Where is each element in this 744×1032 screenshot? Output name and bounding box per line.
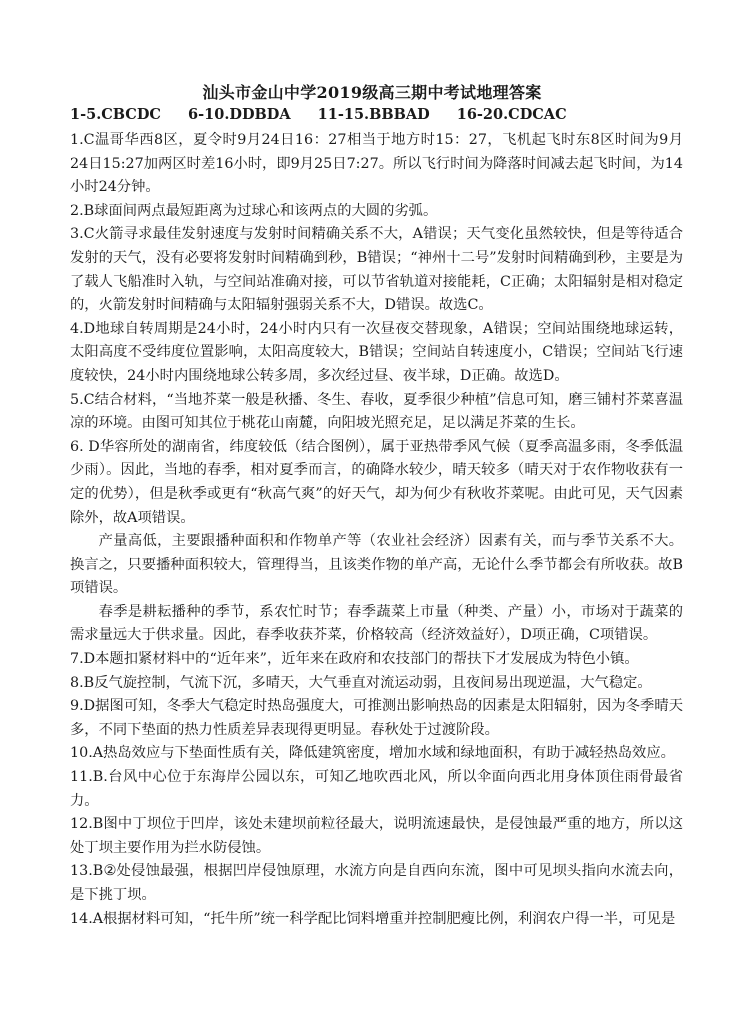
answer-key-group: 16-20.CDCAC (456, 106, 567, 123)
explanation-q14: 14.A根据材料可知，“托牛所”统一科学配比饲料增重并控制肥瘦比例，利润农户得一半，可见是 (70, 910, 676, 927)
answer-key-group: 11-15.BBBAD (317, 106, 430, 123)
explanation-q13: 13.B②处侵蚀最强，根据凹岸侵蚀原理，水流方向是自西向东流，图中可见坝头指向水流去向，是下挑丁坝。 (70, 863, 683, 903)
answer-key-row (70, 106, 690, 123)
explanation-q5: 5.C结合材料，“当地芥菜一般是秋播、冬生、春收，夏季很少种植”信息可知，磨三铺村芥菜喜温凉的环境。由图可知其位于桃花山南麓，向阳坡光照充足，足以满足芥菜的生长。 (70, 391, 683, 432)
explanation-q4: 4.D地球自转周期是24小时，24小时内只有一次昼夜交替现象，A错误；空间站围绕地球运转，太阳高度不受纬度位置影响，太阳高度较大，B错误；空间站自转速度小，C错误；空间站飞行速度较快，24小时内围绕地球公转多周，多次经过昼、夜半球，D正确。故选D。 (70, 320, 683, 384)
explanation-q6-continued: 产量高低，主要跟播种面积和作物单产等（农业社会经济）因素有关，而与季节关系不大。换言之，只要播种面积较大，管理得当，且该类作物的单产高，无论什么季节都会有所收获。故B项错误。 (70, 533, 683, 597)
explanation-q1: 1.C温哥华西8区，夏令时9月24日16：27相当于地方时15：27，飞机起飞时东8区时间为9月24日15:27加两区时差16小时，即9月25日7:27。所以飞行时间为降落时间减去起飞时间，为14小时24分钟。 (70, 132, 683, 196)
explanation-q10: 10.A热岛效应与下垫面性质有关，降低建筑密度，增加水域和绿地面积，有助于减轻热岛效应。 (70, 745, 675, 762)
answer-key-group: 6-10.DDBDA (188, 106, 291, 123)
explanation-q2: 2.B球面间两点最短距离为过球心和该两点的大圆的劣弧。 (70, 202, 438, 219)
explanations (70, 129, 683, 931)
explanation-q6-continued: 春季是耕耘播种的季节，系农忙时节；春季蔬菜上市量（种类、产量）小，市场对于蔬菜的需求量远大于供求量。因此，春季收获芥菜，价格较高（经济效益好），D项正确，C项错误。 (70, 603, 683, 644)
explanation-q12: 12.B图中丁坝位于凹岸，该处未建坝前粒径最大，说明流速最快，是侵蚀最严重的地方，所以这处丁坝主要作用为拦水防侵蚀。 (70, 816, 683, 856)
explanation-q9: 9.D据图可知，冬季大气稳定时热岛强度大，可推测出影响热岛的因素是太阳辐射，因为冬季晴天多，不同下垫面的热力性质差异表现得更明显。春秋处于过渡阶段。 (70, 698, 683, 738)
page-title: 汕头市金山中学2019级高三期中考试地理答案 (202, 83, 542, 102)
answer-key-group: 1-5.CBCDC (70, 106, 161, 123)
explanation-q6: 6. D华容所处的湖南省，纬度较低（结合图例），属于亚热带季风气候（夏季高温多雨，冬季低温少雨）。因此，当地的春季，相对夏季而言，的确降水较少，晴天较多（晴天对于农作物收获有一定的优势），但是秋季或更有“秋高气爽”的好天气，却为何少有秋收芥菜呢。由此可见，天气因素除外，故A项错误。 (70, 438, 683, 526)
explanation-q11: 11.B.台风中心位于东海岸公园以东，可知乙地吹西北风，所以伞面向西北用身体顶住雨骨最省力。 (70, 769, 683, 809)
explanation-q7: 7.D本题扣紧材料中的“近年来”，近年来在政府和农技部门的帮扶下才发展成为特色小镇。 (70, 651, 639, 668)
explanation-q3: 3.C火箭寻求最佳发射速度与发射时间精确关系不大，A错误；天气变化虽然较快，但是等待适合发射的天气，没有必要将发射时间精确到秒，B错误；“神州十二号”发射时间精确到秒，主要是为了载人飞船准时入轨，与空间站准确对接，可以节省轨道对接能耗，C正确；太阳辐射是相对稳定的，火箭发射时间精确与太阳辐射强弱关系不大，D错误。故选C。 (70, 226, 683, 314)
explanation-q8: 8.B反气旋控制，气流下沉，多晴天，大气垂直对流运动弱，且夜间易出现逆温，大气稳定。 (70, 674, 652, 691)
